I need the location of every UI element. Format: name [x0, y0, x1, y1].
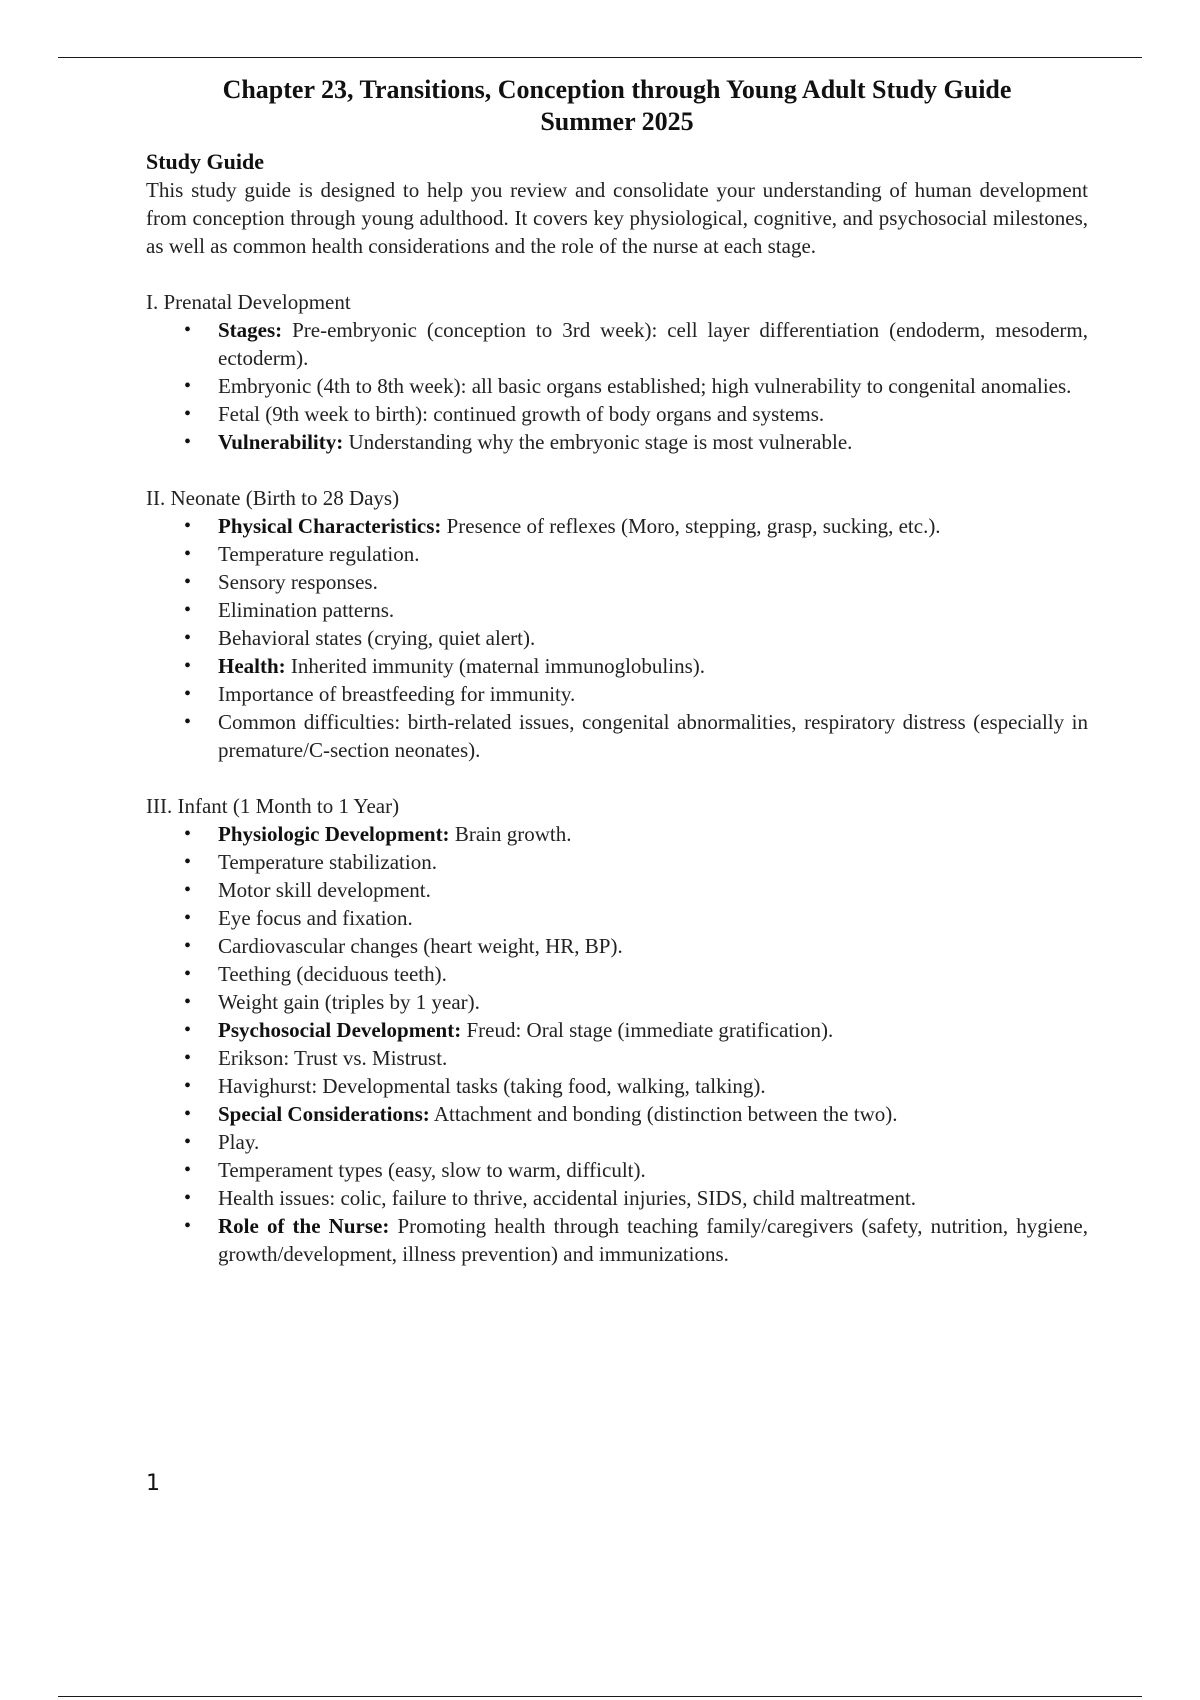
bullet-icon: •: [184, 515, 192, 537]
list-item: [146, 568, 1088, 596]
list-item-text: Elimination patterns.: [218, 598, 395, 622]
list-item: [146, 428, 1088, 456]
bullet-icon: •: [184, 683, 192, 705]
list-item: [146, 848, 1088, 876]
section-3: [146, 792, 1088, 1268]
bullet-icon: •: [184, 1075, 192, 1097]
bullet-icon: •: [184, 543, 192, 565]
bullet-icon: •: [184, 655, 192, 677]
bullet-icon: •: [184, 627, 192, 649]
bullet-icon: •: [184, 1019, 192, 1041]
list-item: [146, 1072, 1088, 1100]
bullet-icon: •: [184, 851, 192, 873]
title-line-2: Summer 2025: [540, 107, 694, 136]
list-item-text: Temperature regulation.: [218, 542, 420, 566]
list-item: [146, 1100, 1088, 1128]
page-number: 1: [146, 1471, 160, 1496]
list-item-text: Promoting health through teaching family/caregivers (safety, nutrition, hygiene, growth/development, illness prevention) and immunizations.: [218, 1214, 1088, 1266]
list-item: [146, 596, 1088, 624]
list-item-text: Teething (deciduous teeth).: [218, 962, 447, 986]
bullet-icon: •: [184, 1103, 192, 1125]
list-item-text: Health issues: colic, failure to thrive, accidental injuries, SIDS, child maltreatment.: [218, 1186, 917, 1210]
list-item-lead: Role of the Nurse:: [218, 1214, 390, 1238]
bullet-icon: •: [184, 1047, 192, 1069]
list-item: [146, 512, 1088, 540]
bullet-icon: •: [184, 991, 192, 1013]
list-item-lead: Physiologic Development:: [218, 822, 450, 846]
list-item-text: Attachment and bonding (distinction between the two).: [429, 1102, 898, 1126]
list-item-text: Embryonic (4th to 8th week): all basic organs established; high vulnerability to congenital anomalies.: [218, 374, 1072, 398]
list-item: [146, 1184, 1088, 1212]
list-item: [146, 1044, 1088, 1072]
list-item-text: Erikson: Trust vs. Mistrust.: [218, 1046, 448, 1070]
list-item: [146, 932, 1088, 960]
list-item-text: Freud: Oral stage (immediate gratification).: [461, 1018, 834, 1042]
list-item-text: Cardiovascular changes (heart weight, HR, BP).: [218, 934, 623, 958]
list-item-text: Pre-embryonic (conception to 3rd week): cell layer differentiation (endoderm, mesoderm, ectoderm).: [218, 318, 1088, 370]
list-item-text: Weight gain (triples by 1 year).: [218, 990, 480, 1014]
bullet-icon: •: [184, 1187, 192, 1209]
list-item-text: Motor skill development.: [218, 878, 431, 902]
bullet-list: [146, 820, 1088, 1268]
section-1: [146, 288, 1088, 456]
bullet-icon: •: [184, 907, 192, 929]
study-guide-label: Study Guide: [146, 149, 264, 174]
list-item: [146, 904, 1088, 932]
bullet-icon: •: [184, 1131, 192, 1153]
bullet-icon: •: [184, 935, 192, 957]
footer-rule: [58, 1696, 1142, 1697]
list-item-text: Importance of breastfeeding for immunity.: [218, 682, 576, 706]
section-heading: III. Infant (1 Month to 1 Year): [146, 794, 400, 818]
bullet-list: [146, 316, 1088, 456]
bullet-icon: •: [184, 375, 192, 397]
title-line-1: Chapter 23, Transitions, Conception through Young Adult Study Guide: [222, 75, 1012, 104]
bullet-icon: •: [184, 879, 192, 901]
list-item-text: Brain growth.: [449, 822, 572, 846]
list-item-lead: Health:: [218, 654, 286, 678]
list-item-text: Sensory responses.: [218, 570, 378, 594]
list-item-lead: Stages:: [218, 318, 283, 342]
list-item-lead: Physical Characteristics:: [218, 514, 442, 538]
header-rule: [58, 57, 1142, 58]
bullet-icon: •: [184, 963, 192, 985]
list-item: [146, 1156, 1088, 1184]
list-item: [146, 680, 1088, 708]
list-item: [146, 400, 1088, 428]
list-item: [146, 708, 1088, 764]
list-item-lead: Special Considerations:: [218, 1102, 430, 1126]
list-item-text: Fetal (9th week to birth): continued growth of body organs and systems.: [218, 402, 825, 426]
bullet-icon: •: [184, 1159, 192, 1181]
intro-paragraph: This study guide is designed to help you review and consolidate your understanding of human development from conception through young adulthood. It covers key physiological, cognitive, and psychosocial milestones, as well as common health considerations and the role of the nurse at each stage.: [146, 178, 1088, 258]
bullet-icon: •: [184, 431, 192, 453]
list-item: [146, 540, 1088, 568]
bullet-icon: •: [184, 711, 192, 733]
bullet-list: [146, 512, 1088, 764]
sections-container: [146, 288, 1088, 1268]
section-2: [146, 484, 1088, 764]
list-item: [146, 820, 1088, 848]
section-heading: II. Neonate (Birth to 28 Days): [146, 486, 400, 510]
bullet-icon: •: [184, 319, 192, 341]
list-item-text: Temperament types (easy, slow to warm, difficult).: [218, 1158, 646, 1182]
document-title: [146, 74, 1088, 138]
list-item-text: Understanding why the embryonic stage is most vulnerable.: [343, 430, 853, 454]
list-item: [146, 876, 1088, 904]
bullet-icon: •: [184, 823, 192, 845]
list-item-text: Presence of reflexes (Moro, stepping, grasp, sucking, etc.).: [441, 514, 941, 538]
list-item: [146, 372, 1088, 400]
list-item: [146, 988, 1088, 1016]
bullet-icon: •: [184, 599, 192, 621]
list-item-text: Eye focus and fixation.: [218, 906, 413, 930]
list-item-text: Havighurst: Developmental tasks (taking food, walking, talking).: [218, 1074, 766, 1098]
list-item: [146, 316, 1088, 372]
page-content: [146, 74, 1088, 1268]
list-item: [146, 1212, 1088, 1268]
list-item-lead: Psychosocial Development:: [218, 1018, 462, 1042]
list-item-text: Temperature stabilization.: [218, 850, 437, 874]
list-item: [146, 1128, 1088, 1156]
section-heading: I. Prenatal Development: [146, 290, 351, 314]
bullet-icon: •: [184, 1215, 192, 1237]
list-item-text: Play.: [218, 1130, 260, 1154]
list-item-text: Behavioral states (crying, quiet alert).: [218, 626, 536, 650]
list-item-lead: Vulnerability:: [218, 430, 344, 454]
list-item: [146, 960, 1088, 988]
bullet-icon: •: [184, 571, 192, 593]
list-item: [146, 624, 1088, 652]
list-item-text: Common difficulties: birth-related issues, congenital abnormalities, respiratory distress (especially in premature/C-section neonates).: [218, 710, 1088, 762]
list-item: [146, 1016, 1088, 1044]
list-item: [146, 652, 1088, 680]
bullet-icon: •: [184, 403, 192, 425]
list-item-text: Inherited immunity (maternal immunoglobulins).: [285, 654, 705, 678]
